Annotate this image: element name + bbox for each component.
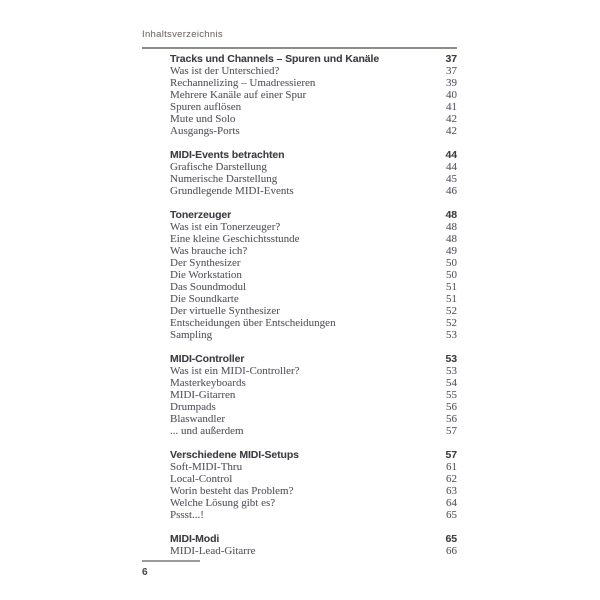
running-header-label: Inhaltsverzeichnis — [142, 29, 223, 40]
toc-entry-label: Sampling — [170, 329, 213, 341]
toc-entry-label: Was brauche ich? — [170, 245, 248, 257]
toc-entry-row — [170, 221, 457, 233]
toc-entry-row — [170, 185, 457, 197]
toc-heading-row — [170, 53, 457, 65]
toc-entry-label: Die Soundkarte — [170, 293, 239, 305]
toc-heading-row — [170, 533, 457, 545]
toc-entry-label: Drumpads — [170, 401, 216, 413]
toc-heading-page: 48 — [445, 209, 457, 221]
toc-entry-label: Der Synthesizer — [170, 257, 241, 269]
toc-entry-label: Der virtuelle Synthesizer — [170, 305, 280, 317]
toc-section — [170, 149, 457, 197]
toc-entry-row — [170, 401, 457, 413]
toc-heading-label: MIDI-Events betrachten — [170, 149, 285, 161]
toc-entry-row — [170, 317, 457, 329]
toc-entry-page: 53 — [446, 365, 457, 377]
toc-entry-label: ... und außerdem — [170, 425, 244, 437]
toc-section — [170, 533, 457, 557]
toc-heading-page: 65 — [445, 533, 457, 545]
toc-heading-row — [170, 149, 457, 161]
toc-entry-page: 37 — [446, 65, 457, 77]
toc-entry-label: Das Soundmodul — [170, 281, 247, 293]
toc-entry-label: Mehrere Kanäle auf einer Spur — [170, 89, 307, 101]
toc-entry-label: Spuren auflösen — [170, 101, 242, 113]
toc-entry-row — [170, 509, 457, 521]
toc — [170, 53, 457, 557]
toc-entry-row — [170, 281, 457, 293]
toc-entry-page: 57 — [446, 425, 457, 437]
toc-entry-row — [170, 125, 457, 137]
toc-entry-page: 48 — [446, 233, 457, 245]
toc-entry-row — [170, 377, 457, 389]
toc-entry-row — [170, 305, 457, 317]
toc-entry-label: Entscheidungen über Entscheidungen — [170, 317, 336, 329]
toc-entry-row — [170, 269, 457, 281]
toc-entry-page: 63 — [446, 485, 457, 497]
toc-entry-label: Soft-MIDI-Thru — [170, 461, 243, 473]
toc-entry-page: 56 — [446, 401, 457, 413]
toc-entry-page: 66 — [446, 545, 457, 557]
toc-entry-row — [170, 161, 457, 173]
toc-entry-label: Eine kleine Geschichtsstunde — [170, 233, 300, 245]
toc-entry-row — [170, 293, 457, 305]
toc-entry-page: 42 — [446, 125, 457, 137]
toc-entry-row — [170, 65, 457, 77]
toc-entry-row — [170, 461, 457, 473]
toc-entry-label: Grundlegende MIDI-Events — [170, 185, 294, 197]
toc-entry-label: MIDI-Lead-Gitarre — [170, 545, 256, 557]
toc-entry-page: 62 — [446, 473, 457, 485]
toc-entry-label: Numerische Darstellung — [170, 173, 278, 185]
toc-heading-row — [170, 449, 457, 461]
toc-entry-page: 55 — [446, 389, 457, 401]
toc-entry-page: 65 — [446, 509, 457, 521]
toc-entry-page: 50 — [446, 257, 457, 269]
toc-entry-row — [170, 257, 457, 269]
toc-entry-label: Pssst...! — [170, 509, 204, 521]
toc-entry-row — [170, 389, 457, 401]
toc-entry-page: 50 — [446, 269, 457, 281]
toc-entry-row — [170, 413, 457, 425]
toc-entry-label: MIDI-Gitarren — [170, 389, 236, 401]
toc-entry-row — [170, 365, 457, 377]
toc-heading-row — [170, 353, 457, 365]
toc-heading-label: Tracks und Channels – Spuren und Kanäle — [170, 53, 380, 65]
toc-entry-page: 44 — [446, 161, 457, 173]
toc-entry-row — [170, 233, 457, 245]
toc-entry-page: 40 — [446, 89, 457, 101]
toc-entry-page: 52 — [446, 305, 457, 317]
running-header — [142, 29, 457, 49]
toc-entry-label: Masterkeyboards — [170, 377, 246, 389]
toc-section — [170, 353, 457, 437]
toc-entry-label: Was ist der Unterschied? — [170, 65, 280, 77]
toc-entry-label: Grafische Darstellung — [170, 161, 267, 173]
toc-section — [170, 209, 457, 341]
toc-entry-page: 49 — [446, 245, 457, 257]
toc-entry-row — [170, 173, 457, 185]
toc-entry-page: 39 — [446, 77, 457, 89]
toc-entry-label: Rechannelizing – Umadressieren — [170, 77, 316, 89]
toc-entry-row — [170, 245, 457, 257]
toc-entry-row — [170, 329, 457, 341]
toc-entry-page: 52 — [446, 317, 457, 329]
toc-entry-page: 53 — [446, 329, 457, 341]
toc-heading-row — [170, 209, 457, 221]
page-footer — [142, 560, 200, 578]
toc-entry-row — [170, 113, 457, 125]
toc-entry-page: 45 — [446, 173, 457, 185]
toc-heading-label: MIDI-Controller — [170, 353, 245, 365]
toc-entry-row — [170, 77, 457, 89]
toc-entry-row — [170, 473, 457, 485]
toc-entry-row — [170, 545, 457, 557]
toc-entry-page: 48 — [446, 221, 457, 233]
toc-entry-row — [170, 485, 457, 497]
toc-entry-label: Local-Control — [170, 473, 233, 485]
toc-entry-page: 54 — [446, 377, 457, 389]
toc-heading-label: Tonerzeuger — [170, 209, 232, 221]
toc-heading-label: Verschiedene MIDI-Setups — [170, 449, 299, 461]
toc-entry-page: 51 — [446, 293, 457, 305]
toc-entry-page: 41 — [446, 101, 457, 113]
toc-entry-page: 61 — [446, 461, 457, 473]
toc-entry-row — [170, 101, 457, 113]
toc-entry-page: 56 — [446, 413, 457, 425]
toc-section — [170, 53, 457, 137]
toc-entry-label: Die Workstation — [170, 269, 242, 281]
toc-entry-page: 42 — [446, 113, 457, 125]
toc-entry-label: Blaswandler — [170, 413, 225, 425]
toc-heading-page: 53 — [445, 353, 457, 365]
toc-section — [170, 449, 457, 521]
toc-entry-label: Ausgangs-Ports — [170, 125, 240, 137]
toc-entry-row — [170, 497, 457, 509]
toc-entry-label: Welche Lösung gibt es? — [170, 497, 276, 509]
toc-heading-page: 57 — [445, 449, 457, 461]
footer-rule — [142, 560, 200, 562]
toc-entry-page: 64 — [446, 497, 457, 509]
page-number: 6 — [142, 567, 148, 578]
toc-entry-label: Worin besteht das Problem? — [170, 485, 294, 497]
toc-entry-row — [170, 425, 457, 437]
toc-entry-label: Mute und Solo — [170, 113, 236, 125]
toc-heading-page: 44 — [445, 149, 457, 161]
toc-heading-page: 37 — [445, 53, 457, 65]
toc-entry-row — [170, 89, 457, 101]
toc-entry-page: 51 — [446, 281, 457, 293]
toc-entry-page: 46 — [446, 185, 457, 197]
toc-entry-label: Was ist ein Tonerzeuger? — [170, 221, 281, 233]
toc-heading-label: MIDI-Modi — [170, 533, 220, 545]
toc-entry-label: Was ist ein MIDI-Controller? — [170, 365, 300, 377]
